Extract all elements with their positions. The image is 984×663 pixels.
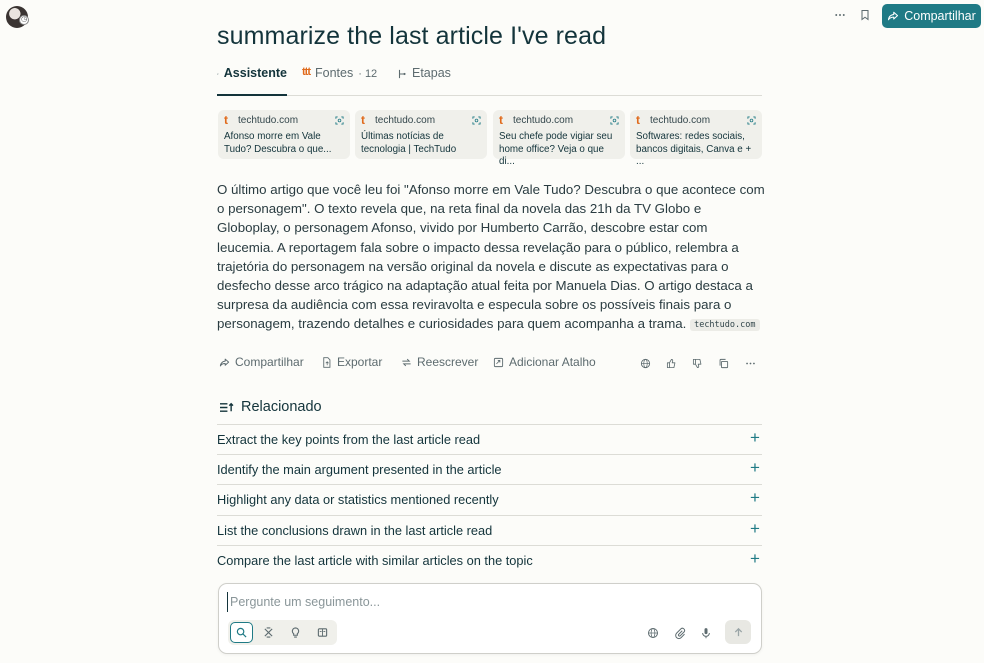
bookmark-button[interactable] bbox=[857, 7, 873, 23]
related-item[interactable] bbox=[217, 484, 762, 514]
techtudo-favicon-icon: t bbox=[636, 113, 640, 127]
tab-assistant[interactable] bbox=[217, 66, 287, 96]
shortcut-icon bbox=[493, 357, 504, 368]
thread-title: summarize the last article I've read bbox=[217, 22, 607, 50]
share-icon bbox=[219, 357, 230, 368]
lightbulb-icon bbox=[290, 627, 301, 638]
plus-icon[interactable]: + bbox=[750, 549, 760, 568]
rewrite-label: Reescrever bbox=[417, 355, 479, 369]
more-horizontal-icon bbox=[834, 9, 846, 21]
file-export-icon bbox=[321, 357, 332, 368]
web-sources-button[interactable] bbox=[645, 625, 661, 641]
plus-icon[interactable]: + bbox=[750, 428, 760, 447]
source-card-1[interactable] bbox=[218, 110, 350, 159]
search-mode-button[interactable] bbox=[230, 622, 253, 643]
copy-icon bbox=[718, 358, 729, 369]
share-button-label: Compartilhar bbox=[904, 9, 976, 23]
arrow-up-icon bbox=[733, 627, 744, 638]
related-heading-label: Relacionado bbox=[241, 399, 322, 415]
export-button[interactable] bbox=[321, 355, 382, 369]
globe-button[interactable] bbox=[638, 356, 652, 370]
techtudo-favicon-icon: t bbox=[224, 113, 228, 127]
research-mode-button[interactable] bbox=[257, 622, 279, 643]
source-domain: techtudo.com bbox=[513, 115, 574, 126]
thumbs-up-button[interactable] bbox=[664, 356, 678, 370]
source-title: Softwares: redes sociais, bancos digitais, Canva e + ... bbox=[636, 131, 752, 167]
related-item[interactable] bbox=[217, 424, 762, 454]
tab-steps-label: Etapas bbox=[412, 66, 451, 80]
bookmark-icon bbox=[859, 9, 871, 21]
refresh-icon bbox=[401, 357, 412, 368]
source-card-2[interactable] bbox=[355, 110, 487, 159]
related-item[interactable] bbox=[217, 515, 762, 545]
share-button-top[interactable] bbox=[882, 4, 981, 28]
clock-badge-icon: ◷ bbox=[20, 16, 28, 23]
plus-icon[interactable]: + bbox=[750, 488, 760, 507]
globe-icon bbox=[647, 627, 659, 639]
labs-mode-button[interactable] bbox=[284, 622, 306, 643]
source-title: Afonso morre em Vale Tudo? Descubra o que... bbox=[224, 131, 332, 155]
related-question: Extract the key points from the last article read bbox=[217, 432, 481, 447]
tab-steps[interactable] bbox=[397, 66, 451, 94]
perplexity-icon bbox=[217, 69, 219, 79]
source-domain: techtudo.com bbox=[375, 115, 436, 126]
submit-button[interactable] bbox=[725, 620, 751, 644]
related-heading bbox=[219, 399, 322, 415]
share-answer-label: Compartilhar bbox=[235, 355, 304, 369]
source-title: Seu chefe pode vigiar seu home office? Veja o que di... bbox=[499, 131, 613, 167]
scan-icon bbox=[610, 116, 619, 125]
related-question: Identify the main argument presented in the article bbox=[217, 462, 502, 477]
thumbs-up-icon bbox=[666, 358, 677, 369]
more-actions-button[interactable] bbox=[743, 356, 757, 370]
sources-icon: ttt bbox=[302, 66, 310, 78]
mode-selector bbox=[228, 620, 337, 645]
plus-icon[interactable]: + bbox=[750, 519, 760, 538]
citation-chip[interactable]: techtudo.com bbox=[690, 319, 759, 331]
related-question: Highlight any data or statistics mentioned recently bbox=[217, 492, 499, 507]
add-shortcut-label: Adicionar Atalho bbox=[509, 355, 596, 369]
related-item[interactable] bbox=[217, 545, 762, 575]
follow-up-composer bbox=[218, 583, 762, 654]
source-card-4[interactable] bbox=[630, 110, 762, 167]
techtudo-favicon-icon: t bbox=[499, 113, 503, 127]
steps-icon bbox=[397, 69, 407, 79]
related-question: List the conclusions drawn in the last article read bbox=[217, 523, 493, 538]
tab-sources-label: Fontes bbox=[315, 66, 354, 80]
related-question: Compare the last article with similar articles on the topic bbox=[217, 553, 533, 568]
paperclip-icon bbox=[674, 627, 686, 639]
related-item[interactable] bbox=[217, 454, 762, 484]
share-icon bbox=[887, 10, 899, 22]
search-icon bbox=[236, 627, 247, 638]
answer-actions bbox=[217, 355, 762, 372]
book-icon bbox=[317, 627, 328, 638]
answer-tabs bbox=[217, 66, 762, 96]
answer-body: O último artigo que você leu foi "Afonso morre em Vale Tudo? Descubra o que acontece com o personagem". O texto revela que, na reta final da novela das 21h da TV Globo e Globoplay, o personagem Afonso, vivido por Humberto Carrão, descobre estar com leucemia. A reportagem fala sobre o impacto dessa revelação para o público, relembra a trajetória do personagem na versão original da novela e discute as expectativas para o desfecho desse arco trágico na adaptação atual feita por Manuela Dias. O artigo destaca a surpresa da audiência com essa reviravolta e especula sobre os possíveis finais para o personagem, trazendo detalhes e curiosidades para quem acompanha a trama. bbox=[217, 182, 765, 332]
globe-icon bbox=[640, 358, 651, 369]
tab-sources[interactable] bbox=[302, 66, 377, 94]
more-horizontal-icon bbox=[745, 358, 756, 369]
attach-button[interactable] bbox=[672, 625, 688, 641]
thumbs-down-button[interactable] bbox=[690, 356, 704, 370]
plus-icon[interactable]: + bbox=[750, 458, 760, 477]
scan-icon bbox=[747, 116, 756, 125]
share-answer-button[interactable] bbox=[219, 355, 304, 369]
microphone-icon bbox=[700, 627, 712, 639]
source-title: Últimas notícias de tecnologia | TechTudo bbox=[361, 131, 457, 155]
scan-icon bbox=[335, 116, 344, 125]
export-label: Exportar bbox=[337, 355, 383, 369]
tab-assistant-label: Assistente bbox=[223, 66, 287, 80]
rewrite-button[interactable] bbox=[401, 355, 478, 369]
answer-text bbox=[217, 180, 765, 334]
research-icon bbox=[263, 627, 274, 638]
add-shortcut-button[interactable] bbox=[493, 355, 596, 369]
source-domain: techtudo.com bbox=[650, 115, 711, 126]
more-options-button[interactable] bbox=[832, 7, 848, 23]
techtudo-favicon-icon: t bbox=[361, 113, 365, 127]
source-card-3[interactable] bbox=[493, 110, 625, 167]
learn-mode-button[interactable] bbox=[311, 622, 333, 643]
copy-button[interactable] bbox=[716, 356, 730, 370]
scan-icon bbox=[472, 116, 481, 125]
voice-input-button[interactable] bbox=[698, 625, 714, 641]
thumbs-down-icon bbox=[692, 358, 703, 369]
follow-up-input[interactable] bbox=[227, 592, 732, 612]
related-list-icon bbox=[219, 401, 234, 414]
source-domain: techtudo.com bbox=[238, 115, 299, 126]
tab-sources-count: · 12 bbox=[358, 68, 378, 80]
